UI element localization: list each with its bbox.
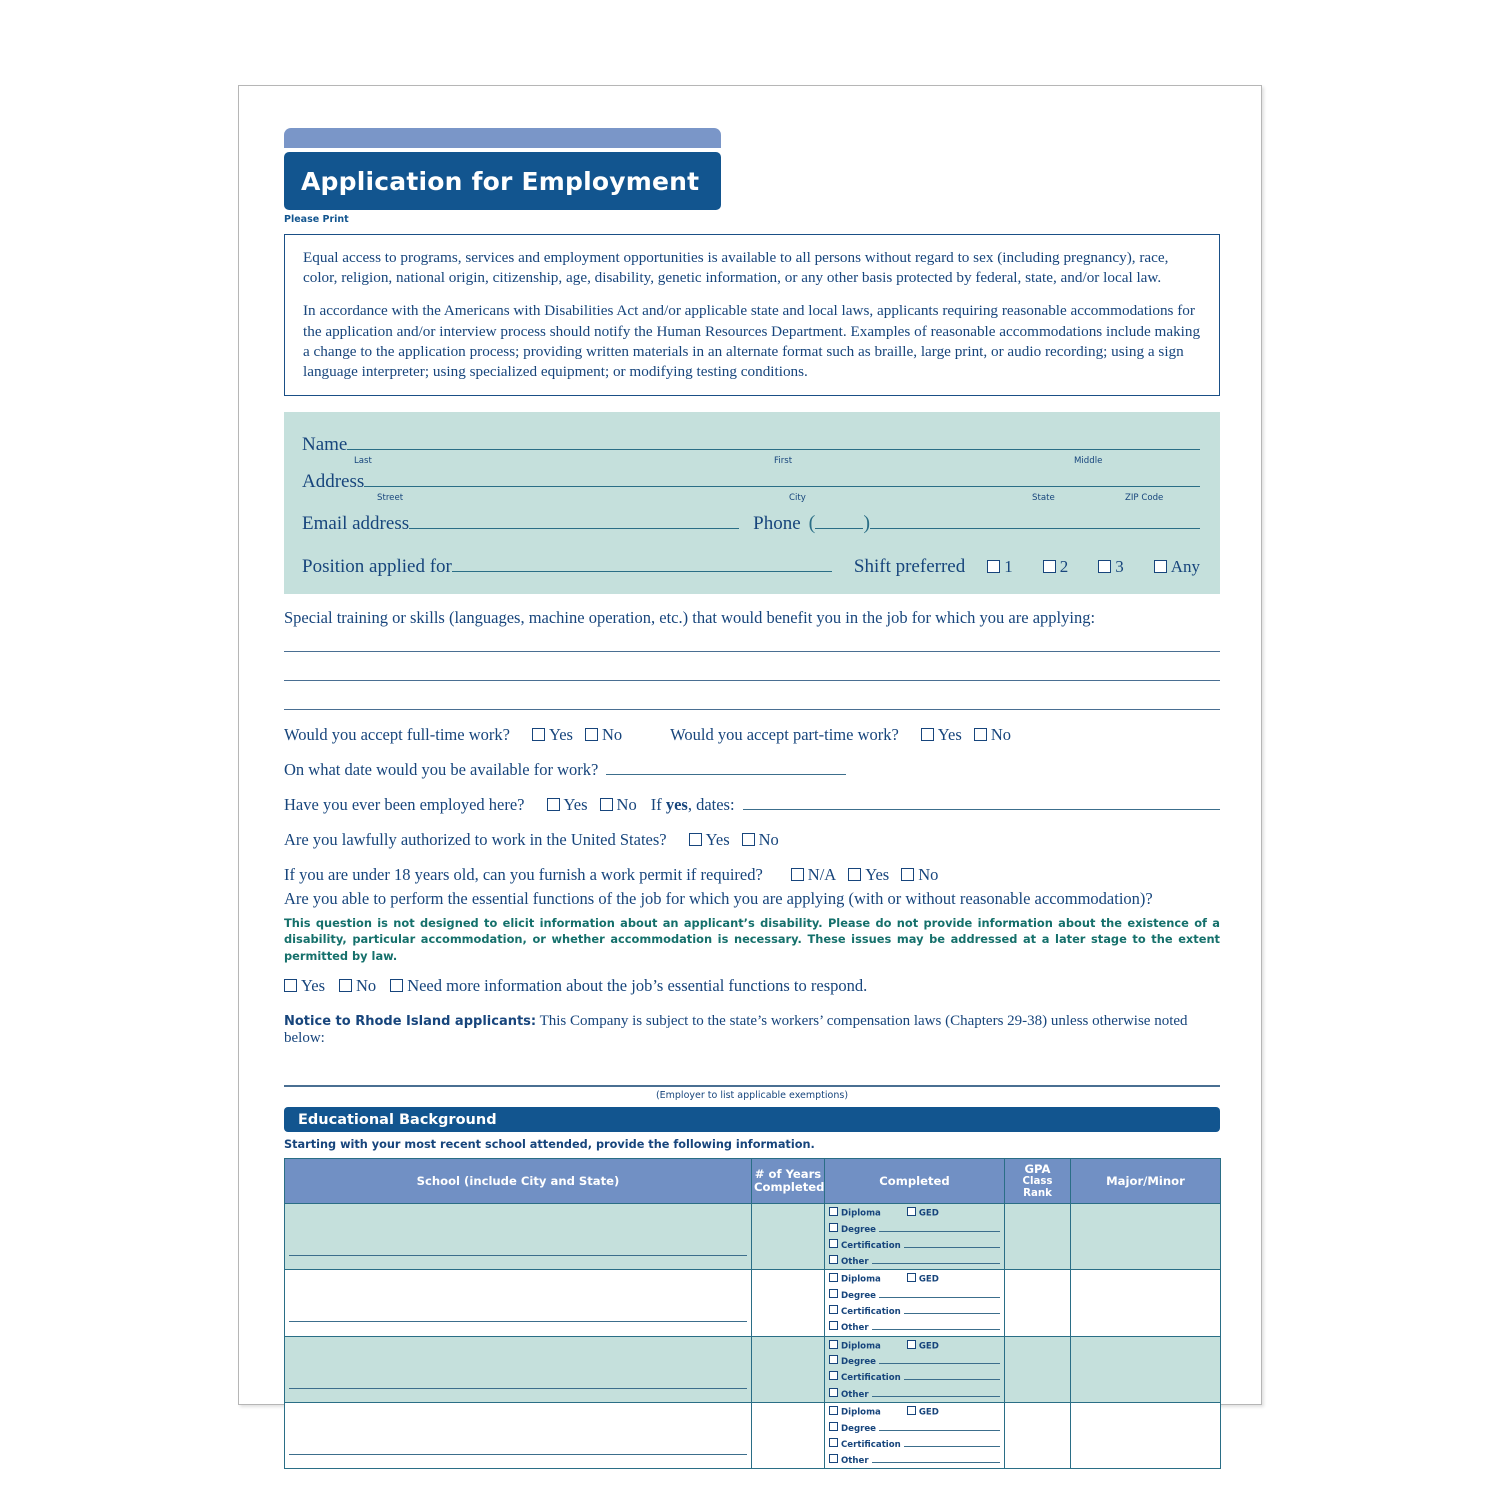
other-input-line[interactable]	[872, 1455, 1000, 1463]
educational-background-title: Educational Background	[298, 1111, 497, 1128]
shift-option-1-label: 1	[1004, 557, 1013, 577]
opt-other[interactable]	[829, 1255, 1000, 1267]
name-input-line[interactable]	[347, 435, 1200, 450]
form-header	[284, 128, 721, 210]
opt-certification[interactable]	[829, 1438, 1000, 1450]
skills-line-1[interactable]	[284, 651, 1220, 652]
ged-checkbox[interactable]	[907, 1406, 916, 1415]
cell-years[interactable]	[752, 1336, 825, 1402]
cell-major[interactable]	[1071, 1336, 1221, 1402]
authorized-yes-checkbox[interactable]	[689, 833, 702, 846]
authorized-yes-option[interactable]	[689, 830, 730, 850]
cell-completed[interactable]	[825, 1336, 1005, 1402]
degree-checkbox[interactable]	[829, 1289, 838, 1298]
address-input-line[interactable]	[364, 472, 1200, 487]
name-label: Name	[302, 434, 348, 456]
address-sublabel-city: City	[789, 493, 806, 504]
degree-checkbox[interactable]	[829, 1223, 838, 1232]
if-yes-dates-label	[651, 795, 735, 815]
certification-label: Certification	[841, 1307, 901, 1318]
parttime-yes-checkbox[interactable]	[921, 728, 934, 741]
opt-diploma-ged	[829, 1406, 1000, 1417]
cell-years[interactable]	[752, 1270, 825, 1336]
name-sublabel-first: First	[774, 456, 793, 467]
ef-yes-label: Yes	[301, 976, 326, 996]
certification-checkbox[interactable]	[829, 1239, 838, 1248]
employed-here-question: Have you ever been employed here?	[284, 794, 525, 814]
ef-no-option[interactable]	[339, 976, 376, 996]
certification-label: Certification	[841, 1373, 901, 1384]
fulltime-yes-label: Yes	[548, 724, 573, 744]
table-row	[285, 1336, 1221, 1402]
ef-no-checkbox[interactable]	[339, 979, 352, 992]
opt-degree[interactable]	[829, 1422, 1000, 1434]
phone-number-line[interactable]	[870, 514, 1200, 529]
opt-other[interactable]	[829, 1388, 1000, 1400]
shift-option-3-label: 3	[1115, 557, 1124, 577]
under18-no-label: No	[918, 864, 939, 884]
name-field-row	[302, 434, 1200, 456]
opt-diploma[interactable]	[829, 1340, 881, 1351]
please-print-note: Please Print	[284, 214, 349, 225]
header-accent-bar	[284, 128, 721, 148]
degree-input-line[interactable]	[879, 1423, 1000, 1431]
work-type-row	[284, 725, 1220, 745]
degree-input-line[interactable]	[879, 1224, 1000, 1232]
opt-ged[interactable]	[907, 1273, 939, 1284]
authorized-no-label: No	[758, 829, 779, 849]
cell-years[interactable]	[752, 1203, 825, 1269]
opt-degree[interactable]	[829, 1289, 1000, 1301]
cell-school[interactable]	[285, 1203, 752, 1269]
parttime-no-label: No	[990, 724, 1011, 744]
under18-no-checkbox[interactable]	[901, 868, 914, 881]
other-checkbox[interactable]	[829, 1321, 838, 1330]
under18-no-option[interactable]	[901, 865, 938, 885]
skills-line-3[interactable]	[284, 709, 1220, 710]
opt-diploma-ged	[829, 1340, 1000, 1351]
skills-prompt: Special training or skills (languages, machine operation, etc.) that would benefit you in the job for which you are applying:	[284, 608, 1096, 628]
position-shift-row	[302, 556, 1200, 578]
under18-yes-label: Yes	[865, 864, 890, 884]
ged-label: GED	[918, 1341, 939, 1352]
diploma-label: Diploma	[841, 1274, 881, 1285]
personal-information-panel	[284, 412, 1220, 594]
opt-certification[interactable]	[829, 1305, 1000, 1317]
table-row	[285, 1403, 1221, 1469]
employed-yes-checkbox[interactable]	[547, 798, 560, 811]
shift-option-any-label: Any	[1170, 557, 1200, 577]
phone-close-paren: )	[863, 512, 870, 535]
under18-na-label: N/A	[807, 864, 837, 884]
ef-more-info-option[interactable]	[390, 976, 867, 996]
opt-other[interactable]	[829, 1454, 1000, 1466]
employed-no-label: No	[616, 794, 637, 814]
opt-diploma[interactable]	[829, 1207, 881, 1218]
shift-option-1[interactable]	[987, 557, 1013, 577]
degree-input-line[interactable]	[879, 1356, 1000, 1364]
header-banner	[284, 152, 721, 210]
under18-na-option[interactable]	[791, 865, 836, 885]
col-header-completed: Completed	[825, 1159, 1005, 1204]
other-label: Other	[841, 1389, 869, 1400]
degree-checkbox[interactable]	[829, 1355, 838, 1364]
essential-functions-question: Are you able to perform the essential functions of the job for which you are applying (with or without reasonable accommodation)?	[284, 888, 1153, 908]
shift-preferred-label: Shift preferred	[853, 556, 966, 578]
cell-completed[interactable]	[825, 1403, 1005, 1469]
col-header-years-line2: Completed	[754, 1180, 825, 1195]
other-label: Other	[841, 1455, 869, 1466]
other-input-line[interactable]	[872, 1322, 1000, 1330]
degree-label: Degree	[841, 1224, 877, 1235]
certification-label: Certification	[841, 1439, 901, 1450]
address-field-row	[302, 471, 1200, 493]
email-label: Email address	[302, 513, 410, 535]
cell-completed[interactable]	[825, 1270, 1005, 1336]
other-checkbox[interactable]	[829, 1454, 838, 1463]
email-phone-row	[302, 513, 1200, 535]
employed-yes-label: Yes	[563, 794, 588, 814]
work-permit-row	[284, 865, 1220, 885]
shift-checkbox-any[interactable]	[1154, 560, 1167, 573]
ged-checkbox[interactable]	[907, 1207, 916, 1216]
certification-input-line[interactable]	[904, 1439, 1000, 1447]
parttime-yes-option[interactable]	[921, 725, 962, 745]
ged-label: GED	[918, 1208, 939, 1219]
parttime-question: Would you accept part-time work?	[670, 724, 899, 744]
position-label: Position applied for	[302, 556, 452, 578]
cell-major[interactable]	[1071, 1270, 1221, 1336]
exemptions-caption: (Employer to list applicable exemptions)	[655, 1090, 849, 1102]
degree-checkbox[interactable]	[829, 1422, 838, 1431]
questions-section	[284, 608, 1220, 1101]
education-instructions: Starting with your most recent school attended, provide the following information.	[284, 1138, 815, 1152]
cell-major[interactable]	[1071, 1403, 1221, 1469]
employed-no-checkbox[interactable]	[600, 798, 613, 811]
school-input-line[interactable]	[289, 1255, 747, 1256]
parttime-no-checkbox[interactable]	[974, 728, 987, 741]
ged-label: GED	[918, 1274, 939, 1285]
shift-option-3[interactable]	[1098, 557, 1124, 577]
col-header-gpa-line2: Class Rank	[1022, 1176, 1053, 1199]
ri-notice-bold: Notice to Rhode Island applicants:	[284, 1014, 537, 1030]
col-header-major: Major/Minor	[1071, 1159, 1221, 1204]
opt-degree[interactable]	[829, 1223, 1000, 1235]
dates-suffix: , dates:	[687, 794, 735, 814]
other-checkbox[interactable]	[829, 1388, 838, 1397]
diploma-label: Diploma	[841, 1341, 881, 1352]
certification-input-line[interactable]	[904, 1240, 1000, 1248]
opt-degree[interactable]	[829, 1355, 1000, 1367]
education-table-body	[285, 1203, 1221, 1469]
parttime-no-option[interactable]	[974, 725, 1011, 745]
completion-options	[829, 1340, 1000, 1399]
certification-input-line[interactable]	[904, 1372, 1000, 1380]
email-input-line[interactable]	[409, 514, 739, 529]
fulltime-no-checkbox[interactable]	[585, 728, 598, 741]
disability-disclaimer: This question is not designed to elicit information about an applicant’s disability. Please do not provide information about the existence of a disability, particular accommodation, or whether accommodation is necessary. These issues may be addressed at a later stage to the extent permitted by law.	[284, 915, 1220, 963]
cell-gpa[interactable]	[1005, 1403, 1071, 1469]
cell-gpa[interactable]	[1005, 1336, 1071, 1402]
employed-yes-option[interactable]	[547, 795, 588, 815]
cell-major[interactable]	[1071, 1203, 1221, 1269]
opt-ged[interactable]	[907, 1207, 939, 1218]
name-sublabels	[302, 456, 1200, 470]
educational-background-banner	[284, 1107, 1220, 1132]
opt-diploma[interactable]	[829, 1406, 881, 1417]
cell-school[interactable]	[285, 1403, 752, 1469]
eeo-notice-box	[284, 234, 1220, 396]
degree-label: Degree	[841, 1290, 877, 1301]
address-sublabel-zip: ZIP Code	[1125, 493, 1164, 504]
eeo-paragraph-1: Equal access to programs, services and employment opportunities is available to all persons without regard to sex (including pregnancy), race, color, religion, national origin, citizenship, age, disability, genetic information, or any other basis protected by federal, state, and/or local law.	[303, 249, 1169, 287]
ef-no-label: No	[356, 976, 377, 996]
fulltime-no-option[interactable]	[585, 725, 622, 745]
diploma-label: Diploma	[841, 1208, 881, 1219]
cell-gpa[interactable]	[1005, 1203, 1071, 1269]
school-input-line[interactable]	[289, 1388, 747, 1389]
diploma-checkbox[interactable]	[829, 1340, 838, 1349]
certification-checkbox[interactable]	[829, 1305, 838, 1314]
opt-diploma[interactable]	[829, 1273, 881, 1284]
address-sublabel-street: Street	[377, 493, 404, 504]
degree-label: Degree	[841, 1423, 877, 1434]
shift-option-2[interactable]	[1043, 557, 1069, 577]
rhode-island-notice	[284, 1013, 1220, 1047]
ged-label: GED	[918, 1407, 939, 1418]
opt-certification[interactable]	[829, 1239, 1000, 1251]
school-input-line[interactable]	[289, 1321, 747, 1322]
authorized-no-option[interactable]	[742, 830, 779, 850]
employed-dates-input-line[interactable]	[743, 796, 1220, 810]
degree-label: Degree	[841, 1357, 877, 1368]
page-title: Application for Employment	[301, 166, 700, 196]
ri-notice-text: This Company is subject to the state’s workers’ compensation laws (Chapters 29-38) unless otherwise noted below:	[284, 1013, 1188, 1047]
available-date-question: On what date would you be available for work?	[284, 759, 599, 779]
opt-ged[interactable]	[907, 1340, 939, 1351]
ef-yes-option[interactable]	[284, 976, 325, 996]
other-input-line[interactable]	[872, 1256, 1000, 1264]
essential-functions-answer-row	[284, 976, 1220, 996]
fulltime-no-label: No	[601, 724, 623, 744]
address-sublabels	[302, 493, 1200, 507]
col-header-gpa-line1: GPA	[1024, 1162, 1051, 1177]
shift-checkbox-1[interactable]	[987, 560, 1000, 573]
available-date-input-line[interactable]	[606, 761, 846, 775]
work-authorization-row	[284, 830, 1220, 850]
under18-yes-option[interactable]	[848, 865, 889, 885]
ged-checkbox[interactable]	[907, 1273, 916, 1282]
school-input-line[interactable]	[289, 1454, 747, 1455]
fulltime-yes-checkbox[interactable]	[532, 728, 545, 741]
certification-checkbox[interactable]	[829, 1438, 838, 1447]
fulltime-yes-option[interactable]	[532, 725, 573, 745]
table-row	[285, 1203, 1221, 1269]
other-input-line[interactable]	[872, 1389, 1000, 1397]
cell-gpa[interactable]	[1005, 1270, 1071, 1336]
diploma-checkbox[interactable]	[829, 1207, 838, 1216]
completion-options	[829, 1207, 1000, 1266]
other-label: Other	[841, 1323, 869, 1334]
shift-option-2-label: 2	[1059, 557, 1069, 577]
position-input-line[interactable]	[452, 557, 832, 572]
diploma-label: Diploma	[841, 1407, 881, 1418]
other-label: Other	[841, 1256, 869, 1267]
phone-label: Phone	[753, 513, 801, 535]
col-header-school: School (include City and State)	[285, 1159, 752, 1204]
cell-school[interactable]	[285, 1336, 752, 1402]
completion-options	[829, 1273, 1000, 1332]
diploma-checkbox[interactable]	[829, 1406, 838, 1415]
col-header-years-line1: # of Years	[754, 1167, 822, 1182]
name-sublabel-middle: Middle	[1074, 456, 1103, 467]
certification-input-line[interactable]	[904, 1306, 1000, 1314]
address-sublabel-state: State	[1032, 493, 1055, 504]
opt-ged[interactable]	[907, 1406, 939, 1417]
ged-checkbox[interactable]	[907, 1340, 916, 1349]
shift-option-any[interactable]	[1154, 557, 1200, 577]
other-checkbox[interactable]	[829, 1255, 838, 1264]
opt-diploma-ged	[829, 1207, 1000, 1218]
cell-school[interactable]	[285, 1270, 752, 1336]
phone-areacode-line[interactable]	[815, 514, 863, 529]
under18-yes-checkbox[interactable]	[848, 868, 861, 881]
shift-checkbox-2[interactable]	[1043, 560, 1056, 573]
education-table-header-row	[285, 1159, 1221, 1204]
available-date-row	[284, 760, 1220, 780]
authorized-yes-label: Yes	[705, 829, 730, 849]
education-table	[284, 1158, 1221, 1469]
opt-diploma-ged	[829, 1273, 1000, 1284]
under18-na-checkbox[interactable]	[791, 868, 804, 881]
skills-line-2[interactable]	[284, 680, 1220, 681]
eeo-paragraph-2: In accordance with the Americans with Disabilities Act and/or applicable state and local laws, applicants requiring reasonable accommodations for the application and/or interview process should notify the Human Resources Department. Examples of reasonable accommodations include making a change to the application process; providing written materials in an alternate format such as braille, large print, or audio recording; using a sign language interpreter; using specialized equipment; or modifying testing conditions.	[303, 302, 1201, 381]
if-prefix: If	[650, 794, 666, 814]
ef-yes-checkbox[interactable]	[284, 979, 297, 992]
col-header-years	[752, 1159, 825, 1204]
yes-bold: yes	[665, 794, 688, 814]
cell-years[interactable]	[752, 1403, 825, 1469]
col-header-gpa	[1005, 1159, 1071, 1204]
parttime-yes-label: Yes	[937, 724, 962, 744]
employed-no-option[interactable]	[600, 795, 637, 815]
authorized-question: Are you lawfully authorized to work in the United States?	[284, 829, 667, 849]
opt-certification[interactable]	[829, 1371, 1000, 1383]
diploma-checkbox[interactable]	[829, 1273, 838, 1282]
authorized-no-checkbox[interactable]	[742, 833, 755, 846]
address-label: Address	[302, 471, 365, 493]
certification-label: Certification	[841, 1240, 901, 1251]
opt-other[interactable]	[829, 1321, 1000, 1333]
degree-input-line[interactable]	[879, 1290, 1000, 1298]
shift-checkbox-3[interactable]	[1098, 560, 1111, 573]
application-form-sheet	[238, 85, 1262, 1466]
table-row	[285, 1270, 1221, 1336]
exemptions-input-line[interactable]	[284, 1085, 1220, 1087]
completion-options	[829, 1406, 1000, 1465]
employed-here-row	[284, 795, 1220, 815]
certification-checkbox[interactable]	[829, 1371, 838, 1380]
under18-question: If you are under 18 years old, can you furnish a work permit if required?	[284, 864, 763, 884]
phone-open-paren: (	[808, 512, 816, 535]
cell-completed[interactable]	[825, 1203, 1005, 1269]
name-sublabel-last: Last	[354, 456, 372, 467]
fulltime-question: Would you accept full-time work?	[284, 724, 510, 744]
ef-more-info-checkbox[interactable]	[390, 979, 403, 992]
ef-more-info-label: Need more information about the job’s essential functions to respond.	[407, 976, 868, 996]
